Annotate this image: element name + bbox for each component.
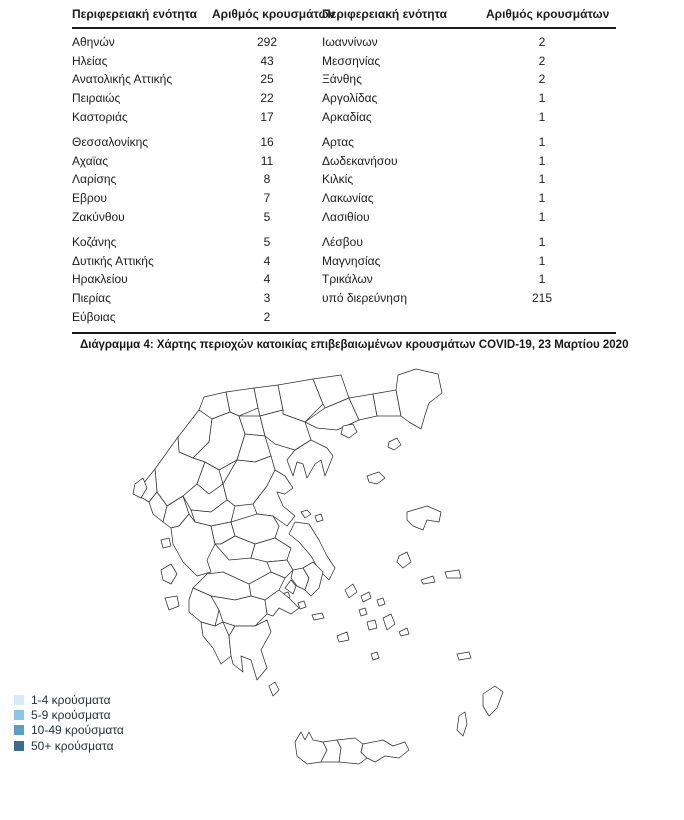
region-name-cell: Ιωαννίνων [322,35,378,50]
region-name-cell: Αρτας [322,135,354,150]
table-row [72,307,616,326]
greece-map-svg [126,363,566,808]
region-name-cell: Λακωνίας [322,191,374,206]
case-count-cell: 22 [260,91,274,106]
map-region-ikaria [421,576,435,584]
legend-swatch [14,741,24,751]
case-count-cell: 25 [260,72,274,87]
map-region-kefalonia [161,564,177,584]
region-name-cell: Πιερίας [72,291,111,306]
table-row [72,270,616,289]
case-count-cell: 43 [260,53,274,68]
region-name-cell: Δωδεκανήσου [322,153,398,168]
greece-choropleth-map [126,363,566,808]
header-region-right: Περιφερειακή ενότητα [322,7,448,21]
legend-swatch [14,710,24,720]
map-region-hydra [312,613,324,620]
map-region-milos [337,632,349,642]
legend-item [14,692,124,707]
table-row [72,107,616,126]
region-name-cell: Ξάνθης [322,72,362,87]
case-count-cell: 7 [263,191,271,206]
region-name-cell: Κιλκίς [322,172,354,187]
case-count-cell: 2 [538,72,546,87]
case-count-cell: 1 [538,109,546,124]
map-region-evros [396,369,442,429]
region-name-cell: Αρκαδίας [322,109,372,124]
map-region-andros [345,584,357,598]
case-count-cell: 1 [538,235,546,250]
region-name-cell: Μεσσηνίας [322,53,381,68]
legend-item [14,707,124,722]
map-region-santorini [371,652,379,660]
map-region-kythira [269,682,279,696]
region-name-cell: Εβρου [72,191,107,206]
map-region-rhodes [483,686,503,716]
map-region-mykonos [377,598,385,606]
map-region-thasos [341,424,357,438]
header-count-left: Αριθμός κρουσμάτων [212,7,336,21]
legend-item [14,723,124,738]
case-count-cell: 5 [263,235,271,250]
cases-table [72,6,616,334]
case-count-cell: 1 [538,172,546,187]
region-name-cell: Λέσβου [322,235,363,250]
case-count-cell: 11 [260,153,274,168]
map-region-paros [367,620,377,630]
region-name-cell: Κοζάνης [72,235,117,250]
region-name-cell: Πειραιώς [72,91,121,106]
map-region-kos [457,652,471,660]
map-region-lefkada [161,538,171,548]
table-row [72,207,616,226]
case-count-cell: 4 [263,272,271,287]
map-region-lesvos [407,506,441,530]
map-region-karpathos [457,712,467,736]
cases-table-header [72,6,616,29]
case-count-cell: 16 [260,135,274,150]
case-count-cell: 1 [538,153,546,168]
region-name-cell: υπό διερεύνηση [322,291,408,306]
legend-item [14,738,124,753]
case-count-cell: 1 [538,191,546,206]
table-row [72,252,616,271]
case-count-cell: 1 [538,91,546,106]
case-count-cell: 17 [260,109,274,124]
legend-swatch [14,725,24,735]
map-region-pella [226,388,258,416]
figure-title: Διάγραμμα 4: Χάρτης περιοχών κατοικίας επιβεβαιωμένων κρουσμάτων COVID-19, 23 Μαρτίου 2020 [80,339,629,351]
header-count-right: Αριθμός κρουσμάτων [486,7,610,21]
case-count-cell: 4 [263,253,271,268]
map-region-samos [445,570,461,578]
case-count-cell: 8 [263,172,271,187]
region-name-cell: Δυτικής Αττικής [72,253,154,268]
table-row [72,189,616,208]
region-name-cell: Αθηνών [72,35,115,50]
map-region-chios [397,552,411,568]
case-count-cell: 215 [531,291,553,306]
map-region-messinia [201,622,231,664]
map-region-lakonia [229,620,271,680]
case-count-cell: 1 [538,209,546,224]
map-region-zakynthos [165,596,179,610]
map-region-amorgos [399,628,409,636]
region-name-cell: Λαρίσης [72,172,117,187]
region-name-cell: Ζακύνθου [72,209,125,224]
case-count-cell: 292 [256,35,278,50]
table-row [72,289,616,308]
case-count-cell: 2 [263,309,271,324]
region-name-cell: Μαγνησίας [322,253,381,268]
map-region-syros [359,608,367,616]
map-region-samothraki [388,438,401,450]
map-region-skiathos [301,510,311,518]
region-name-cell: Εύβοιας [72,309,116,324]
case-count-cell: 5 [263,209,271,224]
map-region-arcadia [211,596,267,626]
case-count-cell: 3 [263,291,271,306]
table-row [72,170,616,189]
case-count-cell: 2 [538,35,546,50]
table-row [72,52,616,71]
region-name-cell: Τρικάλων [322,272,373,287]
case-count-cell: 1 [538,272,546,287]
case-count-cell: 1 [538,135,546,150]
table-row [72,233,616,252]
region-name-cell: Αργολίδας [322,91,378,106]
case-count-cell: 2 [538,53,546,68]
table-row [72,133,616,152]
table-row [72,152,616,171]
region-name-cell: Ηρακλείου [72,272,128,287]
legend-label: 10-49 κρούσματα [31,723,124,738]
map-region-limnos [367,472,385,484]
region-name-cell: Ηλείας [72,53,108,68]
cases-table-body [72,29,616,334]
region-name-cell: Λασιθίου [322,209,370,224]
map-legend [14,692,124,754]
region-name-cell: Θεσσαλονίκης [72,135,149,150]
map-region-tinos [361,592,371,602]
legend-swatch [14,695,24,705]
map-region-skopelos [315,514,323,522]
table-row [72,70,616,89]
map-region-naxos [383,614,395,630]
legend-label: 5-9 κρούσματα [31,708,111,723]
region-name-cell: Ανατολικής Αττικής [72,72,173,87]
case-count-cell: 1 [538,253,546,268]
legend-label: 50+ κρούσματα [31,738,114,753]
legend-label: 1-4 κρούσματα [31,692,111,707]
region-name-cell: Καστοριάς [72,109,128,124]
table-row [72,89,616,108]
region-name-cell: Αχαϊας [72,153,109,168]
table-row [72,33,616,52]
header-region-left: Περιφερειακή ενότητα [72,7,198,21]
map-region-lasithi [361,740,409,762]
